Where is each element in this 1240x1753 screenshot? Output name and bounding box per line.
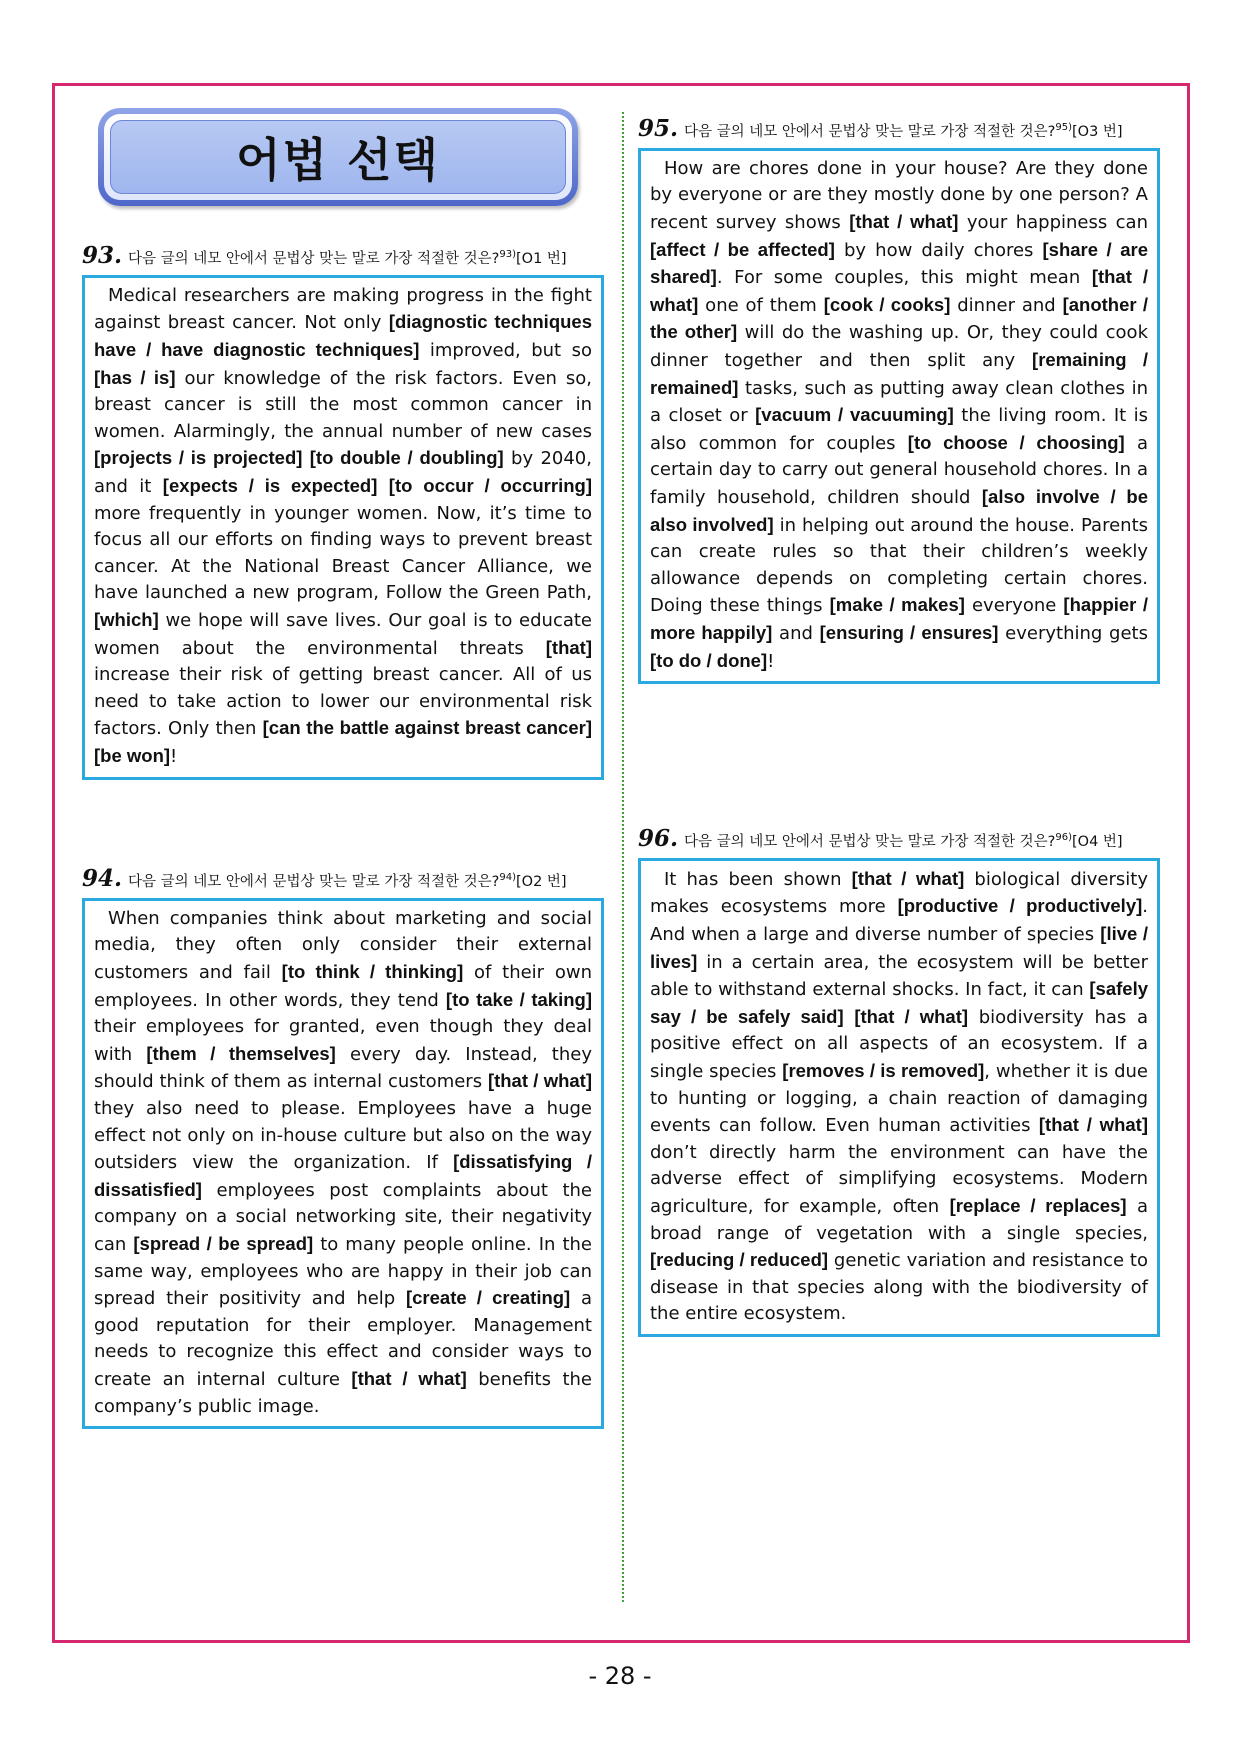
- passage-segment: our knowledge of the risk factors. Even so, breast cancer is still the most common cancer in women. Alarmingly, the annual number of new cases: [94, 367, 592, 442]
- page-number: - 28 -: [588, 1662, 652, 1690]
- passage-segment: we hope will save lives. Our goal is to educate women about the environmental threats: [94, 609, 592, 659]
- answer-choice: [has / is]: [94, 366, 176, 388]
- passage-segment: every day. Instead, they should think of them as internal customers: [94, 1043, 592, 1093]
- passage-segment: don’t directly harm the environment can have the adverse effect of simplifying ecosystems. Modern agriculture, for example, often: [650, 1141, 1148, 1217]
- column-divider: [622, 112, 624, 1602]
- answer-choice: [remaining / remained]: [650, 348, 1148, 398]
- question-number: 96.: [638, 825, 679, 852]
- passage-segment: a certain day to carry out general household chores. In a family household, children should: [650, 432, 1148, 508]
- answer-choice: [that / what]: [650, 266, 1148, 315]
- passage-segment: biodiversity has a positive effect on all aspects of an ecosystem. If a single species: [650, 1006, 1148, 1082]
- question-prompt: 다음 글의 네모 안에서 문법상 맞는 말로 가장 적절한 것은?: [684, 123, 1056, 140]
- passage-segment: [377, 476, 388, 497]
- section-title-banner: [98, 108, 578, 206]
- answer-choice: [which]: [94, 608, 159, 630]
- passage-segment: !: [767, 650, 775, 672]
- passage-segment: biological diversity makes ecosystems more: [650, 868, 1148, 918]
- answer-choice: [that]: [545, 636, 592, 658]
- passage-segment: your happiness can: [958, 212, 1148, 234]
- answer-choice: [that / what]: [351, 1367, 467, 1389]
- passage-segment: everything gets: [998, 622, 1148, 644]
- passage-segment: When companies think about marketing and social media, they often only consider their external customers and fail: [94, 907, 592, 984]
- passage-segment: !: [170, 745, 178, 767]
- passage-segment: How are chores done in your house? Are they done by everyone or are they mostly done by one person? A recent survey shows: [650, 157, 1148, 234]
- passage-text: [94, 906, 592, 1420]
- answer-choice: [that / what]: [851, 867, 965, 889]
- passage-text: [94, 283, 592, 771]
- answer-choice: [them / themselves]: [146, 1042, 336, 1064]
- passage-segment: a broad range of vegetation with a single species,: [650, 1195, 1148, 1244]
- question-94: [82, 865, 604, 1429]
- answer-choice: [replace / replaces]: [949, 1194, 1127, 1216]
- passage-segment: to many people online. In the same way, employees who are happy in their job can spread their positivity and help: [94, 1233, 592, 1310]
- question-95: [638, 115, 1160, 684]
- answer-choice: [that / what]: [1038, 1114, 1148, 1136]
- question-96: [638, 825, 1160, 1337]
- passage-segment: the living room. It is also common for couples: [650, 405, 1148, 454]
- answer-choice: [ensuring / ensures]: [819, 621, 999, 643]
- passage-segment: employees post complaints about the company on a social networking site, their negativity can: [94, 1179, 592, 1255]
- passage-box: [638, 148, 1160, 684]
- passage-segment: a good reputation for their employer. Management needs to recognize this effect and consider ways to create an internal culture: [94, 1288, 592, 1390]
- passage-segment: by 2040, and it: [94, 448, 592, 497]
- answer-choice: [reducing / reduced]: [650, 1249, 829, 1271]
- question-code: [O3 번]: [1072, 123, 1123, 140]
- answer-choice: [affect / be affected]: [650, 238, 835, 260]
- passage-segment: will do the washing up. Or, they could cook dinner together and then split any: [650, 322, 1148, 371]
- answer-choice: [to double / doubling]: [309, 447, 504, 469]
- answer-choice: [also involve / be also involved]: [650, 485, 1148, 535]
- answer-choice: [happier / more happily]: [650, 594, 1149, 643]
- passage-segment: in a certain area, the ecosystem will be better able to withstand external shocks. In fact, it can: [650, 951, 1148, 1001]
- question-code: [O4 번]: [1072, 833, 1123, 850]
- footnote-ref: 93): [499, 249, 516, 260]
- answer-choice: [removes / is removed]: [782, 1059, 985, 1081]
- answer-choice: [can the battle against breast cancer]: [262, 717, 592, 739]
- footnote-ref: 95): [1055, 122, 1072, 133]
- question-number: 95.: [638, 115, 679, 142]
- passage-segment: , whether it is due to hunting or logging, a chain reaction of damaging events can follow. Even human activities: [650, 1060, 1148, 1137]
- answer-choice: [to occur / occurring]: [388, 474, 592, 496]
- answer-choice: [to choose / choosing]: [907, 431, 1125, 453]
- question-code: [O2 번]: [516, 873, 567, 890]
- passage-segment: they also need to please. Employees have a huge effect not only on in-house culture but also on the way outsiders view the organization. If: [94, 1097, 592, 1174]
- question-prompt: 다음 글의 네모 안에서 문법상 맞는 말로 가장 적절한 것은?: [128, 873, 500, 890]
- answer-choice: [make / makes]: [829, 594, 965, 616]
- answer-choice: [dissatisfying / dissatisfied]: [94, 1151, 592, 1200]
- passage-segment: their employees for granted, even though they deal with: [94, 1016, 592, 1065]
- passage-segment: genetic variation and resistance to disease in that species along with the biodiversity of the entire ecosystem.: [650, 1250, 1148, 1325]
- section-title: 어법 선택: [236, 133, 440, 187]
- passage-segment: and: [772, 622, 820, 644]
- answer-choice: [that / what]: [487, 1070, 592, 1092]
- passage-text: [650, 156, 1148, 675]
- passage-segment: by how daily chores: [834, 239, 1043, 261]
- passage-segment: benefits the company’s public image.: [94, 1368, 592, 1417]
- answer-choice: [cook / cooks]: [823, 293, 951, 315]
- answer-choice: [that / what]: [854, 1005, 969, 1027]
- answer-choice: [to take / taking]: [445, 988, 592, 1010]
- question-93: [82, 242, 604, 780]
- passage-segment: It has been shown: [664, 868, 852, 890]
- answer-choice: [be won]: [94, 744, 171, 766]
- passage-box: [82, 275, 604, 780]
- passage-segment: improved, but so: [419, 340, 592, 362]
- answer-choice: [diagnostic techniques have / have diagnostic techniques]: [94, 311, 593, 361]
- answer-choice: [safely say / be safely said]: [650, 978, 1148, 1027]
- passage-segment: tasks, such as putting away clean clothes in a closet or: [650, 377, 1148, 427]
- passage-segment: [302, 448, 309, 469]
- passage-segment: dinner and: [950, 294, 1063, 316]
- answer-choice: [projects / is projected]: [94, 447, 303, 469]
- passage-box: [82, 898, 604, 1429]
- passage-segment: . And when a large and diverse number of species: [650, 896, 1149, 946]
- answer-choice: [productive / productively]: [897, 895, 1143, 917]
- answer-choice: [to do / done]: [650, 649, 768, 671]
- footnote-ref: 96): [1055, 832, 1072, 843]
- passage-segment: of their own employees. In other words, they tend: [94, 962, 592, 1011]
- passage-box: [638, 858, 1160, 1337]
- question-number: 94.: [82, 865, 123, 892]
- answer-choice: [another / the other]: [650, 293, 1149, 343]
- answer-choice: [vacuum / vacuuming]: [755, 404, 954, 426]
- passage-segment: . For some couples, this might mean: [716, 267, 1092, 289]
- answer-choice: [create / creating]: [405, 1287, 571, 1309]
- passage-segment: one of them: [698, 294, 824, 316]
- answer-choice: [that / what]: [849, 211, 959, 233]
- passage-text: [650, 866, 1148, 1328]
- question-prompt: 다음 글의 네모 안에서 문법상 맞는 말로 가장 적절한 것은?: [684, 833, 1056, 850]
- passage-segment: everyone: [964, 595, 1064, 617]
- question-prompt: 다음 글의 네모 안에서 문법상 맞는 말로 가장 적절한 것은?: [128, 250, 500, 267]
- passage-segment: in helping out around the house. Parents can create rules so that their children’s weekly allowance depends on completing certain chores. Doing these things: [650, 514, 1149, 617]
- answer-choice: [live / lives]: [650, 923, 1148, 972]
- question-code: [O1 번]: [516, 250, 567, 267]
- answer-choice: [to think / thinking]: [281, 961, 464, 983]
- answer-choice: [expects / is expected]: [162, 474, 378, 496]
- passage-segment: [844, 1007, 855, 1028]
- passage-segment: increase their risk of getting breast cancer. All of us need to take action to lower our environmental risk factors. Only then: [94, 664, 592, 740]
- passage-segment: Medical researchers are making progress in the fight against breast cancer. Not only: [94, 284, 592, 334]
- footnote-ref: 94): [499, 872, 516, 883]
- answer-choice: [share / are shared]: [650, 238, 1148, 288]
- passage-segment: more frequently in younger women. Now, it’s time to focus all our efforts on finding ways to prevent breast cancer. At the National Breast Cancer Alliance, we have launched a new program, Follow the Green Path,: [94, 502, 592, 604]
- question-number: 93.: [82, 242, 123, 269]
- answer-choice: [spread / be spread]: [133, 1232, 314, 1254]
